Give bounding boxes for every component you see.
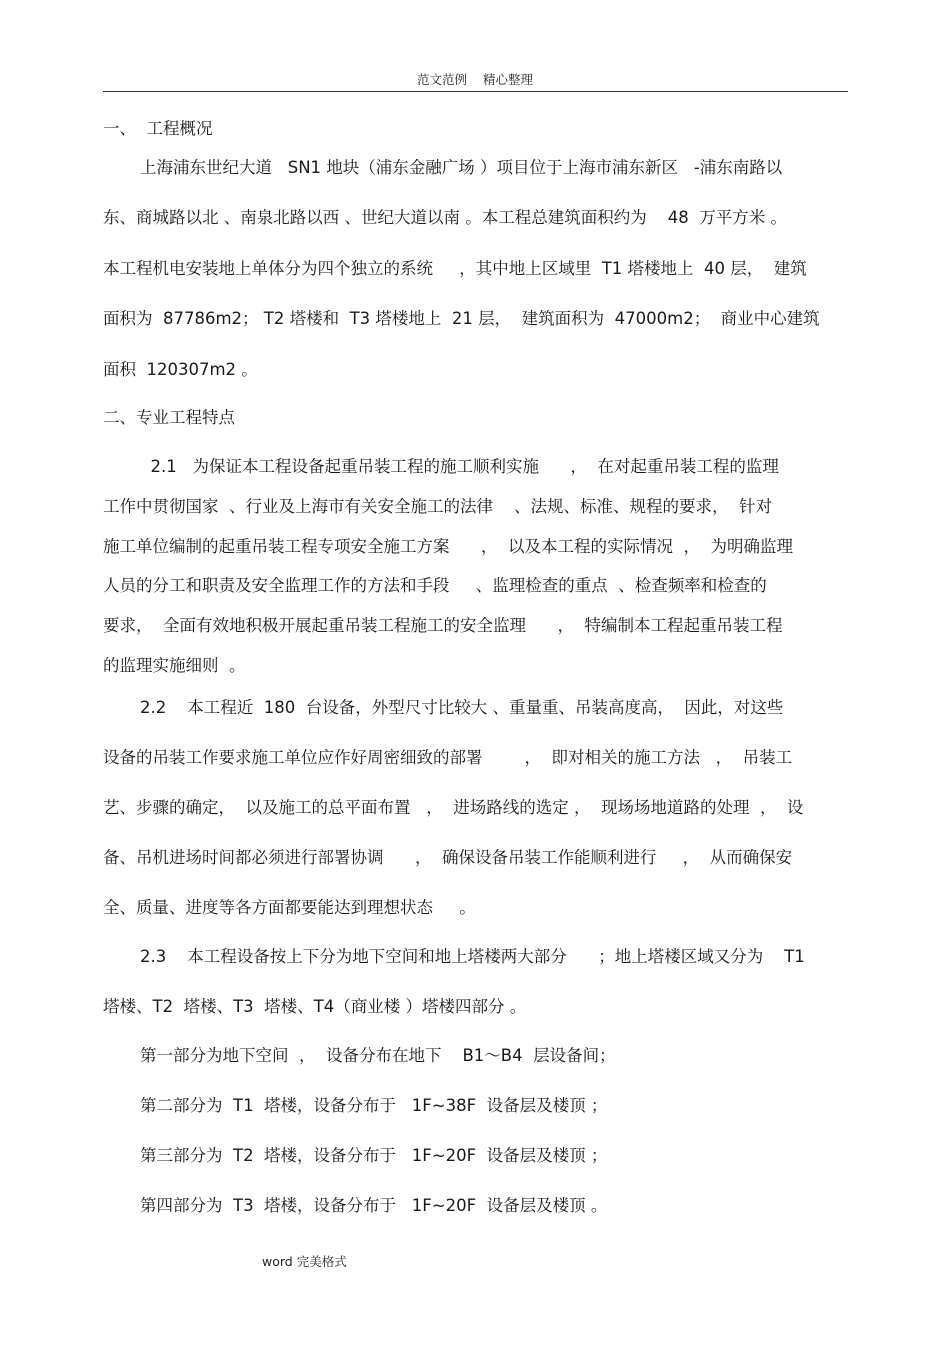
header-divider bbox=[103, 91, 848, 92]
paragraph-2-2-line: 2.2 本工程近 180 台设备，外型尺寸比较大 、重量重、吊装高度高， 因此，对这些 bbox=[140, 698, 784, 717]
section-2-heading: 二、专业工程特点 bbox=[103, 408, 235, 427]
paragraph-2-2-line: 全、质量、进度等各方面都要能达到理想状态 。 bbox=[103, 898, 476, 917]
section-1-line: 面积为 87786m2； T2 塔楼和 T3 塔楼地上 21 层， 建筑面积为 47000m2； 商业中心建筑 bbox=[103, 309, 820, 328]
paragraph-2-2-line: 设备的吊装工作要求施工单位应作好周密细致的部署 ， 即对相关的施工方法 ， 吊装工 bbox=[103, 748, 793, 767]
section-1-line: 本工程机电安装地上单体分为四个独立的系统 ，其中地上区域里 T1 塔楼地上 40 层， 建筑 bbox=[103, 259, 807, 278]
page-header: 范文范例 精心整理 bbox=[417, 72, 533, 87]
part-item: 第四部分为 T3 塔楼，设备分布于 1F~20F 设备层及楼顶 。 bbox=[140, 1196, 608, 1215]
part-item: 第一部分为地下空间 ， 设备分布在地下 B1～B4 层设备间； bbox=[140, 1046, 616, 1065]
paragraph-2-1-line: 施工单位编制的起重吊装工程专项安全施工方案 ， 以及本工程的实际情况 ， 为明确监理 bbox=[103, 537, 793, 556]
paragraph-2-1-line: 的监理实施细则 。 bbox=[103, 656, 246, 675]
paragraph-2-2-line: 艺、步骤的确定， 以及施工的总平面布置 ， 进场路线的选定 ， 现场场地道路的处理 ， 设 bbox=[103, 798, 804, 817]
paragraph-2-1-line: 要求， 全面有效地积极开展起重吊装工程施工的安全监理 ， 特编制本工程起重吊装工程 bbox=[103, 616, 783, 635]
section-1-line: 上海浦东世纪大道 SN1 地块（浦东金融广场 ）项目位于上海市浦东新区 -浦东南路以 bbox=[140, 158, 783, 177]
section-1-line: 东、商城路以北 、南泉北路以西 、世纪大道以南 。本工程总建筑面积约为 48 万平方米 。 bbox=[103, 208, 787, 227]
part-item: 第三部分为 T2 塔楼，设备分布于 1F~20F 设备层及楼顶 ； bbox=[140, 1146, 608, 1165]
paragraph-2-1-line: 工作中贯彻国家 、行业及上海市有关安全施工的法律 、法规、标准、规程的要求， 针对 bbox=[103, 497, 772, 516]
section-1-line: 面积 120307m2 。 bbox=[103, 360, 258, 379]
part-item: 第二部分为 T1 塔楼，设备分布于 1F~38F 设备层及楼顶 ； bbox=[140, 1096, 608, 1115]
page-footer: word 完美格式 bbox=[262, 1254, 347, 1269]
paragraph-2-2-line: 备、吊机进场时间都必须进行部署协调 ， 确保设备吊装工作能顺利进行 ， 从而确保安 bbox=[103, 848, 793, 867]
paragraph-2-1-line: 2.1 为保证本工程设备起重吊装工程的施工顺利实施 ， 在对起重吊装工程的监理 bbox=[140, 457, 779, 476]
section-1-heading: 一、 工程概况 bbox=[103, 119, 213, 138]
paragraph-2-3-line: 塔楼、T2 塔楼、T3 塔楼、T4（商业楼 ）塔楼四部分 。 bbox=[103, 997, 527, 1016]
paragraph-2-1-line: 人员的分工和职责及安全监理工作的方法和手段 、监理检查的重点 、检查频率和检查的 bbox=[103, 576, 767, 595]
paragraph-2-3-line: 2.3 本工程设备按上下分为地下空间和地上塔楼两大部分 ；地上塔楼区域又分为 T1 bbox=[140, 947, 805, 966]
